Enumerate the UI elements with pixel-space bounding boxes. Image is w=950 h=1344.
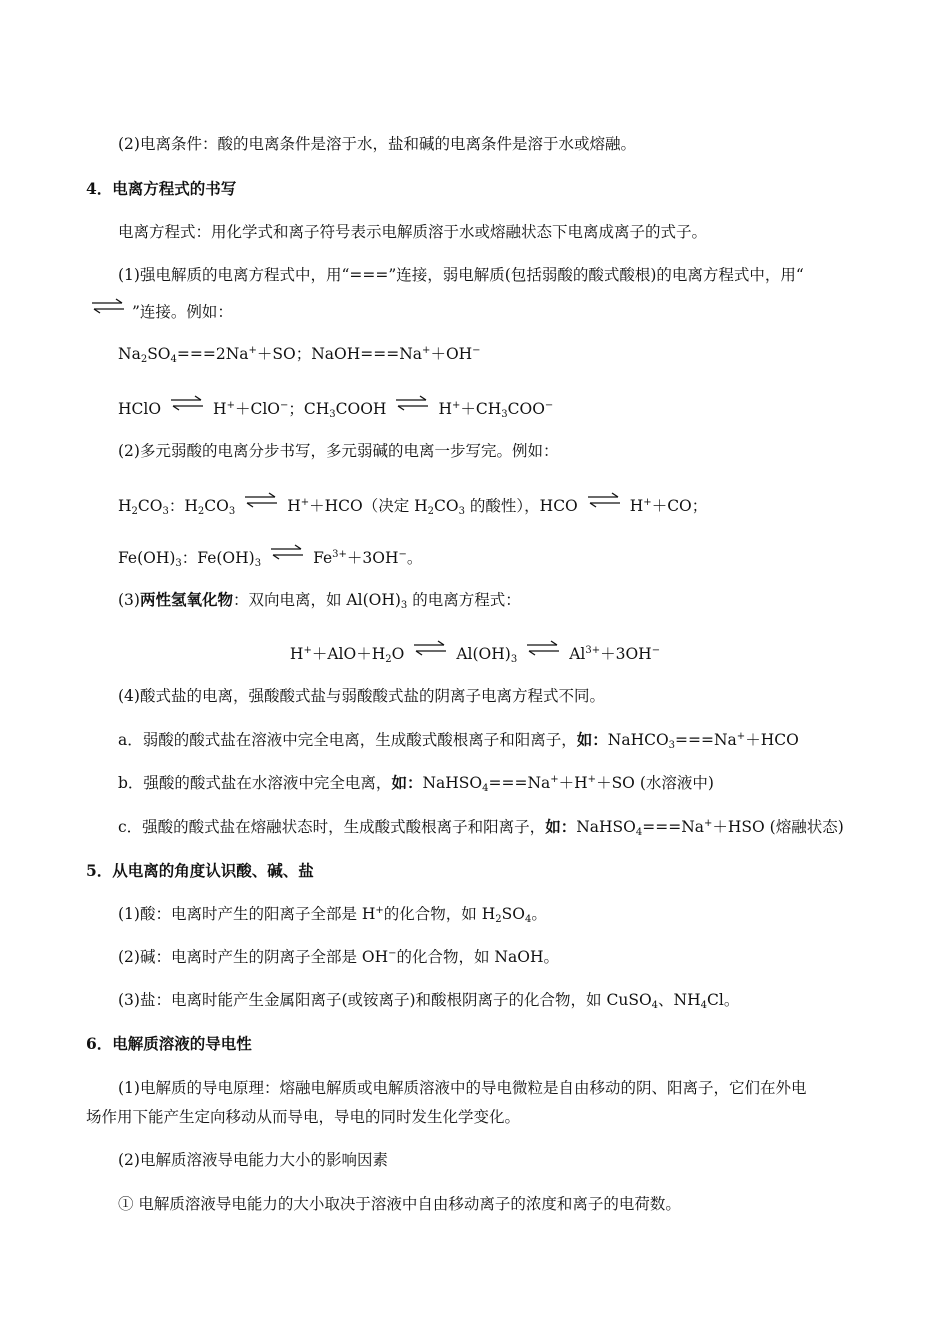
equilibrium-arrow-icon [586, 492, 622, 508]
equilibrium-arrow-icon [169, 395, 205, 411]
item-c: c．强酸的酸式盐在熔融状态时，生成酸式酸根离子和阳离子，如：NaHSO$_4$===Na+＋HSO (熔融状态) [118, 817, 844, 838]
equation-line-na2so4: $Na_2SO_4===2Na^++SO$；NaOH===Na+＋OH− [118, 345, 481, 365]
paragraph-definition: 电离方程式：用化学式和离子符号表示电解质溶于水或熔融状态下电离成离子的式子。 [118, 223, 708, 241]
item-a: a．弱酸的酸式盐在溶液中完全电离，生成酸式酸根离子和阳离子，如：NaHCO$_3$===Na+＋HCO [118, 730, 799, 751]
paragraph-factor-1: ① 电解质溶液导电能力的大小取决于溶液中自由移动离子的浓度和离子的电荷数。 [118, 1195, 681, 1213]
item-b: b．强酸的酸式盐在水溶液中完全电离，如：NaHSO$_4$===Na+＋H+＋SO (水溶液中) [118, 773, 714, 794]
paragraph-acid: (1)酸：电离时产生的阳离子全部是 H+的化合物，如 $H_2SO_4$。 [118, 905, 547, 925]
paragraph-amphoteric: (3)两性氢氧化物：双向电离，如 $Al(OH)_3$ 的电离方程式： [118, 590, 521, 611]
paragraph-conduction-principle-cont: 场作用下能产生定向移动从而导电，导电的同时发生化学变化。 [86, 1108, 521, 1126]
paragraph-base: (2)碱：电离时产生的阴离子全部是 OH−的化合物，如 NaOH。 [118, 948, 559, 966]
paragraph-polyprotic: (2)多元弱酸的电离分步书写，多元弱碱的电离一步写完。例如： [118, 442, 559, 460]
equation-line-hclo: HClO H+＋ClO−；$CH_3COOH$ $H^++CH_3COO^-$ [118, 395, 553, 420]
heading-4: 4．电离方程式的书写 [86, 179, 237, 198]
paragraph-ionization-conditions: (2)电离条件：酸的电离条件是溶于水，盐和碱的电离条件是溶于水或熔融。 [118, 135, 636, 153]
paragraph-rule-1-cont [86, 298, 233, 323]
equilibrium-arrow-icon [412, 640, 448, 656]
heading-5: 5．从电离的角度认识酸、碱、盐 [86, 861, 314, 880]
equation-line-aloh3: $H^++AlO+H_2O$ $Al(OH)_3$ $Al^{3+}+3OH^-$ [0, 640, 950, 665]
paragraph-factors: (2)电解质溶液导电能力大小的影响因素 [118, 1151, 388, 1169]
equilibrium-arrow-icon [525, 640, 561, 656]
text: ”连接。例如： [132, 303, 233, 321]
equilibrium-arrow-icon [394, 395, 430, 411]
paragraph-conduction-principle: (1)电解质的导电原理：熔融电解质或电解质溶液中的导电微粒是自由移动的阴、阳离子，它们在外电 [118, 1079, 807, 1097]
equilibrium-arrow-icon [269, 544, 305, 560]
equation-line-feoh3: $Fe(OH)_3$：$Fe(OH)_3$ $Fe^{3+}+3OH^-$。 [118, 544, 422, 569]
heading-6: 6．电解质溶液的导电性 [86, 1034, 252, 1053]
equilibrium-arrow-icon [90, 298, 126, 314]
paragraph-salt: (3)盐：电离时能产生金属阳离子(或铵离子)和酸根阴离子的化合物，如 CuSO$_4$、$NH_4Cl$。 [118, 991, 740, 1011]
equation-line-h2co3: $H_2CO_3$：$H_2CO_3$ H+＋HCO（决定 $H_2CO_3$ 的酸性），HCO H+＋CO； [118, 492, 707, 517]
paragraph-acid-salts: (4)酸式盐的电离，强酸酸式盐与弱酸酸式盐的阴离子电离方程式不同。 [118, 687, 605, 705]
paragraph-rule-1: (1)强电解质的电离方程式中，用“===”连接，弱电解质(包括弱酸的酸式酸根)的电离方程式中，用“ [118, 266, 804, 284]
equilibrium-arrow-icon [243, 492, 279, 508]
